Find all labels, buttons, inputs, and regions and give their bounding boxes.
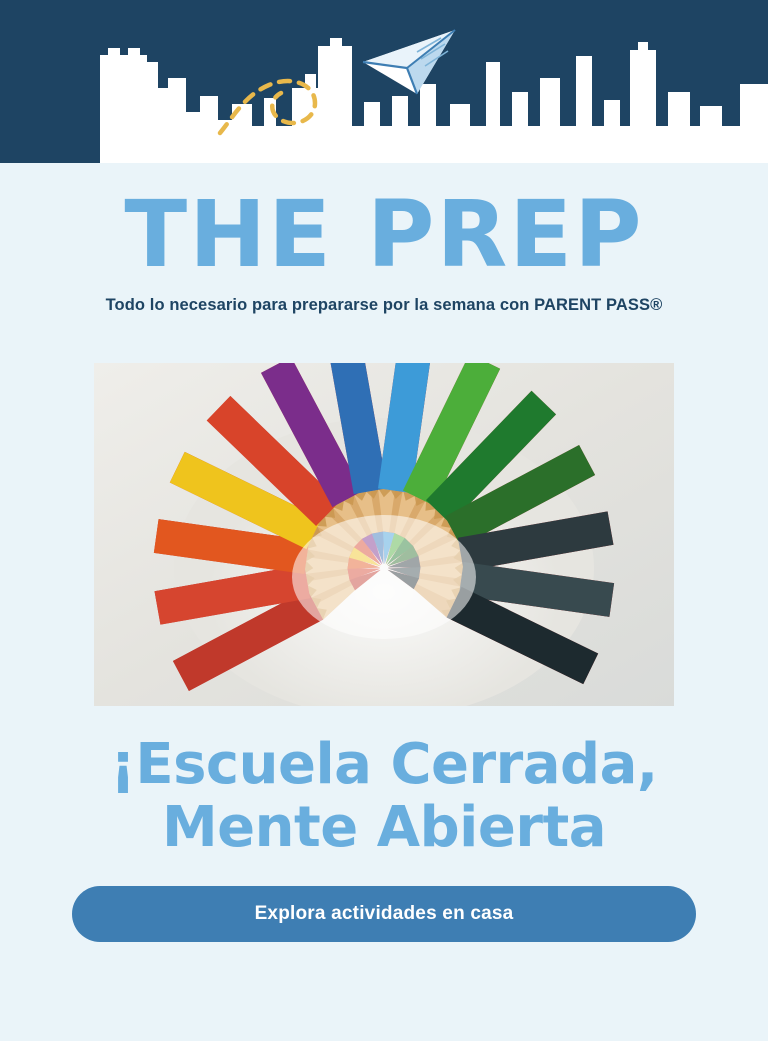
dashed-flight-path-icon [215,55,345,140]
cta-container [72,886,696,942]
colored-pencils-illustration [94,363,674,706]
hero-image [94,363,674,706]
masthead-subtitle: Todo lo necesario para prepararse por la semana con PARENT PASS® [105,296,663,315]
explore-activities-button[interactable]: Explora actividades en casa [72,886,696,942]
masthead [0,163,768,315]
header-band [0,0,768,163]
paper-plane-icon [355,28,460,96]
headline-line-1: ¡Escuela Cerrada, [110,732,658,798]
page-title: THE PREP [124,181,644,288]
headline-line-2: Mente Abierta [161,795,607,861]
headline [0,734,768,859]
